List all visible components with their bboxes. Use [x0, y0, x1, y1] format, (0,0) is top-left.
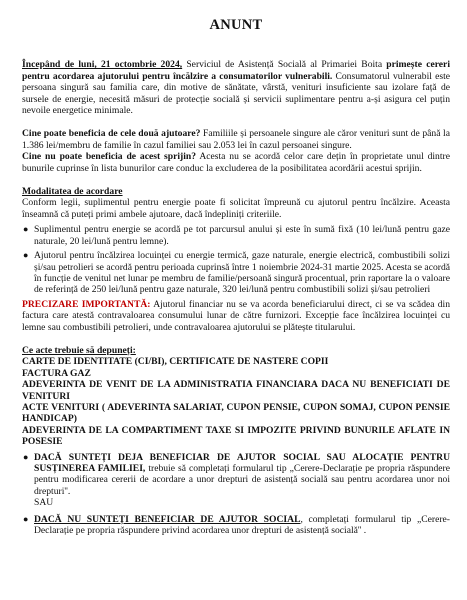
important-note [22, 299, 450, 333]
form-bullets [22, 452, 450, 537]
document-line: FACTURA GAZ [22, 367, 91, 379]
or-label: SAU [34, 497, 54, 509]
intro-body: Consumatorul vulnerabil este persoana singură sau familia care, din motive de sănătate, vârstă, venituri insuficiente sau izolare față de sursele de energie, necesită măsuri de protecție socială și servicii suplimentare pentru a-și asigura cel puțin nevoile energetice minimale. [22, 70, 450, 117]
document-line: ACTE VENITURI ( ADEVERINTA SALARIAT, CUPON PENSIE, CUPON SOMAJ, CUPON PENSIE HANDICAP) [22, 401, 450, 425]
intro-paragraph [22, 59, 450, 116]
important-label: PRECIZARE IMPORTANTĂ: [22, 298, 151, 310]
modality-heading: Modalitatea de acordare [22, 186, 123, 198]
document-line: ADEVERINTA DE VENIT DE LA ADMINISTRATIA FINANCIARA DACA NU BENEFICIATI DE VENITURI [22, 379, 450, 402]
announcement-page [22, 0, 450, 539]
page-title: ANUNT [209, 17, 263, 33]
who-question-2: Cine nu poate beneficia de acest sprijin? [22, 151, 196, 163]
bullet-icon: ● [23, 224, 29, 235]
bullet-icon: ● [23, 513, 29, 524]
documents-section [22, 345, 450, 448]
list-item: ● Suplimentul pentru energie se acordă pe tot parcursul anului și este în sumă fixă (10 lei/lună pentru gaze naturale, 20 lei/lună pentru lemne). [23, 224, 450, 247]
document-line: ADEVERINTA DE LA COMPARTIMENT TAXE SI IMPOZITE PRIVIND BUNURILE AFLATE IN POSESIE [22, 424, 450, 448]
who-answer-1: Familiile și persoanele singure ale căror venituri sunt de până la 1.386 lei/membru de familie în cazul familiei sau 2.053 lei în cazul persoanei singure. [22, 128, 450, 151]
intro-lead-bold2: primește cereri pentru acordarea ajutorului pentru încălzire a consumatorilor vulnerabili. [22, 59, 450, 82]
who-can-benefit [22, 128, 450, 151]
intro-lead-normal: Serviciul de Asistență Socială al Primariei Boita [182, 59, 387, 71]
important-text: Ajutorul financiar nu se va acorda beneficiarului direct, ci se va scădea din factura care atestă contravaloarea consumului lunar de către furnizori. Excepție face încălzirea locuinței cu lemne sau combustibili petrolieri, unde contravaloarea ajutorului se plătește titularului. [22, 298, 450, 333]
who-answer-2: Acesta nu se acordă celor care dețin în proprietate unul dintre bunurile cuprinse în lista bunurilor care conduc la excluderea de la posibilitatea acordării acestui sprijin. [22, 151, 450, 174]
modality-bullets [22, 224, 450, 295]
bullet-icon: ● [23, 451, 29, 462]
documents-heading: Ce acte trebuie să depuneți: [22, 344, 136, 356]
intro-lead: Începând de luni, 21 octombrie 2024, [22, 59, 183, 71]
document-line: CARTE DE IDENTITATE (CI/BI), CERTIFICATE DE NASTERE COPII [22, 356, 329, 368]
modality-paragraph: Conform legii, suplimentul pentru energie poate fi solicitat împreună cu ajutorul pentru încălzire. Aceasta înseamnă că puteți primi ambele ajutoare, dacă îndepliniți criteriile. [22, 197, 450, 220]
list-item: ● DACĂ NU SUNTEȚI BENEFICIAR DE AJUTOR SOCIAL, completați formularul tip „Cerere-Declarație pe propria răspundere privind acordarea unor drepturi de asistență socială'' . [23, 513, 450, 537]
list-item: ● DACĂ SUNTEȚI DEJA BENEFICIAR DE AJUTOR SOCIAL SAU ALOCAȚIE PENTRU SUSȚINEREA FAMILIEI, trebuie să completați formularul tip „Cerere-Declarație pe propria răspundere pentru modificarea cererii de acordare a unor drepturi de asistență socială sau pentru acordarea unor noi drepturi''. SAU [23, 451, 450, 509]
bullet-icon: ● [23, 250, 29, 261]
who-cannot-benefit [22, 151, 450, 174]
list-item: ● Ajutorul pentru încălzirea locuinței cu energie termică, gaze naturale, energie electrică, combustibili solizi și/sau petrolieri se acordă pentru perioada cuprinsă între 1 noiembrie 2024-31 martie 2025. Acesta se acordă în funcție de venitul net lunar pe membru de familie/persoană singură procentual, prin raportare la o valoare de referință de 250 lei/lună pentru gaze naturale, 320 lei/lună pentru combustibili solizi și/sau petrolieri [23, 250, 450, 296]
who-question-1: Cine poate beneficia de cele două ajutoare? [22, 128, 201, 140]
